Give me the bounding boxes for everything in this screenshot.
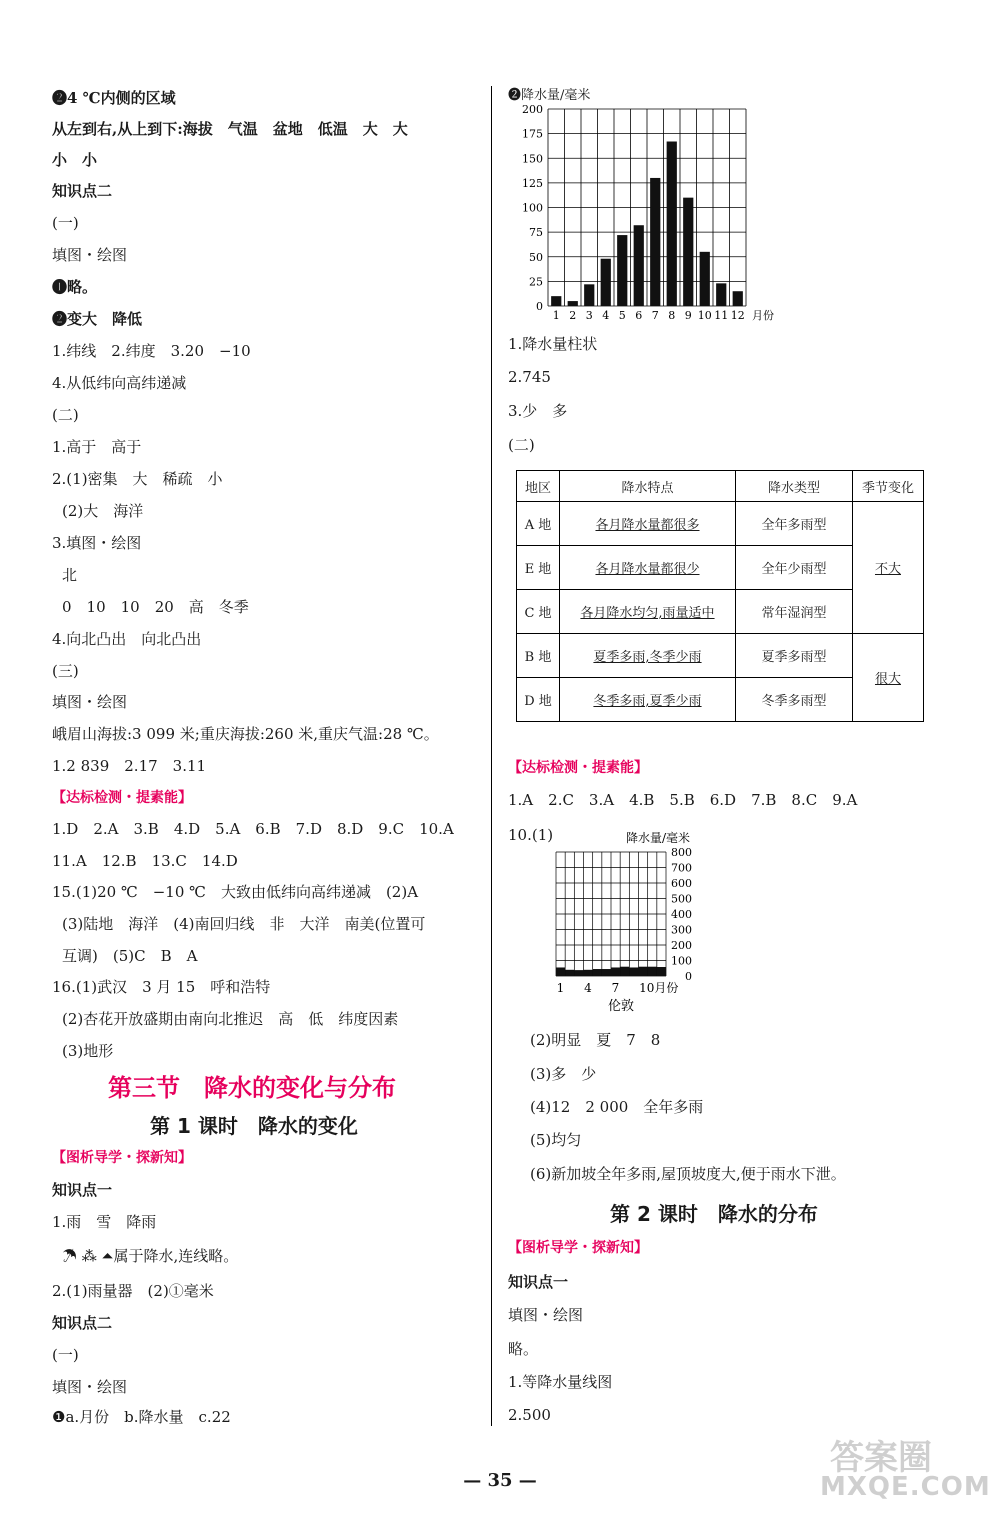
answer-line: 3.少 多 [508,402,568,420]
bar [683,198,693,306]
answer-line: 填图・绘图 [52,1378,128,1396]
y-tick-label: 300 [671,923,692,937]
watermark [820,1430,990,1510]
x-tick-label: 9 [684,309,692,322]
answer-line: 北 [62,566,78,584]
answer-line: (4)12 2 000 全年多雨 [530,1098,704,1116]
y-tick-label: 75 [529,226,543,240]
y-tick-label: 50 [529,250,543,264]
table-header-cell: 降水类型 [736,471,853,502]
answer-line: 1.纬线 2.纬度 3.20 −10 [52,342,251,360]
table-header-row [517,471,924,502]
table-header-cell: 季节变化 [853,471,924,502]
answer-line: 2.(1)雨量器 (2)①毫米 [52,1282,214,1300]
answer-line: 填图・绘图 [52,693,128,711]
answer-line: (三) [52,662,79,680]
table-cell: 夏季多雨,冬季少雨 [560,634,736,678]
answer-line: (2)杏花开放盛期由南向北推迟 高 低 纬度因素 [62,1010,399,1028]
y-tick-label: 100 [671,954,692,968]
table-cell: 全年多雨型 [736,502,853,546]
answer-line: 4.向北凸出 向北凸出 [52,630,202,648]
answer-line: 0 10 10 20 高 冬季 [62,598,249,616]
section-tag: 【图析导学・探新知】 [52,1150,192,1166]
y-tick-label: 100 [522,201,543,215]
answer-line: 15.(1)20 ℃ −10 ℃ 大致由低纬向高纬递减 (2)A [52,883,419,901]
bar [650,178,660,306]
table-cell: D 地 [517,678,560,722]
answer-line: 2.500 [508,1406,551,1424]
x-tick-label: 4 [584,981,592,995]
answer-line: 1.等降水量线图 [508,1373,613,1391]
x-tick-label: 12 [730,309,745,322]
table-row [517,502,924,546]
table-cell: 各月降水量都很少 [560,546,736,590]
y-tick-label: 400 [671,908,692,921]
answer-line: 10.(1) [508,826,554,844]
answer-line: (2)明显 夏 7 8 [530,1031,661,1049]
y-tick-label: 200 [671,939,692,952]
x-tick-label: 1 [552,309,560,322]
section-tag: 【图析导学・探新知】 [508,1240,648,1256]
chart-title: 伦敦 [607,999,635,1014]
answer-line: (3)陆地 海洋 (4)南回归线 非 大洋 南美(位置可 [62,915,426,933]
answer-line: 4.从低纬向高纬递减 [52,374,187,392]
y-tick-label: 600 [671,877,692,890]
x-axis-label: 月份 [752,309,774,322]
page-number: — 35 — [463,1470,537,1491]
section-title: 第三节 降水的变化与分布 [108,1074,396,1102]
y-tick-label: 800 [671,846,692,859]
answer-line: ❷变大 降低 [52,310,143,328]
bar [565,970,574,976]
watermark-text: 答案圈 [830,1438,932,1478]
section-tag: 【达标检测・提素能】 [52,790,192,806]
answer-line: 1.D 2.A 3.B 4.D 5.A 6.B 7.D 8.D 9.C 10.A [52,820,454,838]
x-tick-label: 4 [602,309,610,322]
precipitation-bar-chart [500,100,800,325]
table-cell: 冬季多雨型 [736,678,853,722]
table-row [517,634,924,678]
bar [639,967,648,976]
answer-line: 3.填图・绘图 [52,534,142,552]
bar [551,296,561,306]
bar [634,225,644,306]
answer-line: 填图・绘图 [508,1306,584,1324]
table-cell: 很大 [853,634,924,722]
x-tick-label: 3 [585,309,593,322]
answer-line: 1.高于 高于 [52,438,142,456]
y-tick-label: 0 [685,970,692,983]
y-axis-label: 降水量/毫米 [625,831,691,845]
answer-line: 小 小 [52,151,98,169]
answer-line: (3)多 少 [530,1065,597,1083]
bar [657,967,666,976]
bar [556,967,565,976]
answer-line: (5)均匀 [530,1131,582,1149]
bar [700,252,710,306]
section-heading: 知识点一 [52,1181,113,1199]
table-cell: C 地 [517,590,560,634]
answer-line: 2.(1)密集 大 稀疏 小 [52,470,223,488]
answer-line: 1.2 839 2.17 3.11 [52,757,207,775]
table-cell: B 地 [517,634,560,678]
answer-line: 16.(1)武汉 3 月 15 呼和浩特 [52,978,271,996]
answer-line: 填图・绘图 [52,246,128,264]
table-cell: 夏季多雨型 [736,634,853,678]
y-tick-label: 0 [536,300,543,313]
table-cell: E 地 [517,546,560,590]
precipitation-type-table [516,470,924,722]
bar [620,967,629,976]
answer-line: ❶a.月份 b.降水量 c.22 [52,1408,231,1426]
london-climate-chart [540,826,720,1016]
answer-line: 1.A 2.C 3.A 4.B 5.B 6.D 7.B 8.C 9.A [508,791,858,809]
bar [568,301,578,306]
table-header-cell: 地区 [517,471,560,502]
y-tick-label: 500 [671,892,692,906]
table-cell: A 地 [517,502,560,546]
y-tick-label: 200 [522,103,543,116]
table-cell: 各月降水均匀,雨量适中 [560,590,736,634]
answer-line: 略。 [508,1340,539,1358]
x-tick-label: 5 [618,309,626,322]
answer-line: (3)地形 [62,1042,114,1060]
x-tick-label: 7 [611,981,620,995]
y-tick-label: 125 [522,176,543,190]
column-divider [491,86,492,1426]
bar [716,283,726,306]
x-tick-label: 6 [635,309,643,322]
bar [584,970,593,976]
x-tick-label: 2 [569,309,577,322]
chart-caption: ❷降水量/毫米 [508,88,591,103]
answer-line: ❶略。 [52,278,98,296]
bar [617,235,627,306]
lesson-title: 第 1 课时 降水的变化 [150,1114,358,1138]
bar [629,967,638,976]
bar [602,969,611,976]
table-cell: 常年湿润型 [736,590,853,634]
x-tick-label: 11 [714,309,729,322]
answer-line: (一) [52,1346,79,1364]
bar [667,142,677,306]
answer-line: 从左到右,从上到下:海拔 气温 盆地 低温 大 大 [52,120,408,138]
y-tick-label: 700 [671,861,692,875]
bar [593,969,602,976]
bar [584,284,594,306]
bar [648,967,657,976]
watermark-text: MXQE.COM [820,1472,991,1502]
lesson-title: 第 2 课时 降水的分布 [610,1202,818,1226]
answer-line: ☂ ⁂ ⏶属于降水,连线略。 [62,1247,239,1265]
section-heading: 知识点一 [508,1273,569,1291]
table-header-cell: 降水特点 [560,471,736,502]
table-cell: 不大 [853,502,924,634]
answer-line: 1.降水量柱状 [508,335,598,353]
y-tick-label: 150 [522,152,543,166]
bar [601,259,611,306]
answer-line: 峨眉山海拔:3 099 米;重庆海拔:260 米,重庆气温:28 ℃。 [52,725,439,743]
bar [611,967,620,976]
table-cell: 冬季多雨,夏季少雨 [560,678,736,722]
x-tick-label: 1 [556,981,565,995]
bar [733,291,743,306]
answer-line: (一) [52,214,79,232]
section-tag: 【达标检测・提素能】 [508,760,648,776]
answer-line: (二) [52,406,79,424]
y-tick-label: 175 [522,127,543,141]
y-tick-label: 25 [529,275,543,289]
answer-line: 互调) (5)C B A [62,947,198,965]
answer-line: 11.A 12.B 13.C 14.D [52,852,238,870]
answer-line: ❷4 ℃内侧的区域 [52,89,176,107]
answer-line: 1.雨 雪 降雨 [52,1213,157,1231]
answer-line: (二) [508,436,535,454]
section-heading: 知识点二 [52,182,113,200]
section-heading: 知识点二 [52,1314,113,1332]
answer-line: (2)大 海洋 [62,502,144,520]
table-cell: 各月降水量都很多 [560,502,736,546]
x-tick-label: 10月份 [639,981,679,995]
x-tick-label: 7 [651,309,659,322]
answer-line: (6)新加坡全年多雨,屋顶坡度大,便于雨水下泄。 [530,1165,846,1183]
bar [574,970,583,976]
answer-line: 2.745 [508,368,551,386]
x-tick-label: 8 [668,309,676,322]
x-tick-label: 10 [697,309,712,322]
table-cell: 全年少雨型 [736,546,853,590]
